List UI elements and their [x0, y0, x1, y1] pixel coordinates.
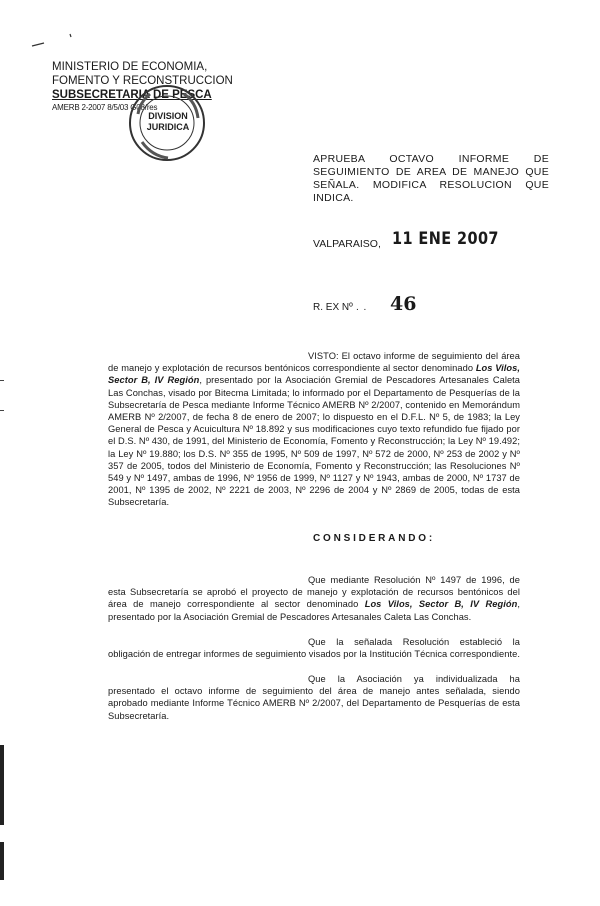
resolution-subject: APRUEBA OCTAVO INFORME DE SEGUIMIENTO DE AREA DE MANEJO QUE SEÑALA. MODIFICA RESOLUCION QUE INDICA.	[313, 153, 549, 204]
file-reference: AMERB 2-2007 8/5/03 G08/res	[52, 103, 158, 112]
resolution-number: 46	[390, 293, 417, 315]
ministry-name-cont: FOMENTO Y RECONSTRUCCION	[52, 75, 233, 87]
c3-text: Que la Asociación ya individualizada ha presentado el octavo informe de seguimiento del área de manejo antes señalada, siendo aprobado mediante Informe Técnico AMERB Nº 2/2007, del Departamento de Pesquerías de esta Subsecretaría.	[108, 674, 520, 721]
c2-text: Que la señalada Resolución estableció la obligación de entregar informes de seguimiento visados por la Institución Técnica correspondiente.	[108, 637, 520, 660]
visto-text-a: VISTO: El octavo informe de seguimiento del área de manejo y explotación de recursos bentónicos correspondiente al sector denominado	[108, 351, 520, 374]
visto-paragraph	[108, 350, 520, 509]
considerando-1	[108, 574, 520, 623]
c1-text-a: Que mediante Resolución Nº 1497 de 1996, de esta Subsecretaría se aprobó el proyecto de manejo y explotación de recursos bentónicos del área de manejo correspondiente al sector denominado	[108, 575, 520, 610]
division-juridica-seal	[128, 84, 206, 162]
scan-tick	[0, 380, 4, 381]
considerando-3	[108, 673, 520, 722]
considerando-heading: CONSIDERANDO:	[313, 533, 435, 544]
scan-edge-mark	[0, 745, 4, 825]
visto-text-c: , presentado por la Asociación Gremial de Pescadores Artesanales Caleta Las Conchas, visado por Bitecma Limitada; lo informado por el Departamento de Pesquerías de la Subsecretaría de Pesca mediante Informe Técnico AMERB Nº 2/2007, contenido en Memorándum AMERB Nº 2/2007, de fecha 8 de enero de 2007; lo dispuesto en el D.F.L. Nº 5, de 1983; la Ley General de Pesca y Acuicultura Nº 18.892 y sus modificaciones cuyo texto refundido fue fijado por el D.S. Nº 430, de 1991, del Ministerio de Economía, Fomento y Reconstrucción; la Ley Nº 19.492; la Ley Nº 19.880; los D.S. Nº 355 de 1995, Nº 509 de 1997, Nº 572 de 2000, Nº 253 de 2002 y Nº 357 de 2005, todos del Ministerio de Economía, Fomento y Reconstrucción; las Resoluciones Nº 549 y Nº 1497, ambas de 1996, Nº 1956 de 1999, Nº 1127 y Nº 1943, ambas de 2000, Nº 1737 de 2001, Nº 1395 de 2002, Nº 2221 de 2003, Nº 2296 de 2004 y Nº 2869 de 2005, todas de esta Subsecretaría.	[108, 375, 521, 508]
c1-text-c: , presentado por la Asociación Gremial de Pescadores Artesanales Caleta Las Conchas.	[108, 599, 520, 622]
seal-text-division: DIVISION	[148, 111, 188, 121]
considerando-2	[108, 636, 520, 660]
scan-tick	[0, 410, 4, 411]
ministry-name: MINISTERIO DE ECONOMIA,	[52, 61, 208, 73]
scan-edge-mark-lower	[0, 842, 4, 880]
c1-sector: Los Vilos, Sector B, IV Región	[364, 599, 518, 610]
seal-text-juridica: JURIDICA	[146, 122, 190, 132]
place: VALPARAISO,	[313, 238, 381, 250]
resolution-prefix: R. EX Nº	[313, 302, 353, 313]
subsecretaria-name: SUBSECRETARIA DE PESCA	[52, 89, 212, 101]
handwritten-marks	[30, 32, 80, 55]
visto-sector: Los Vilos, Sector B, IV Región	[108, 363, 520, 386]
resolution-dots: . .	[356, 302, 368, 313]
date-stamp: 11 ENE 2007	[392, 229, 499, 249]
